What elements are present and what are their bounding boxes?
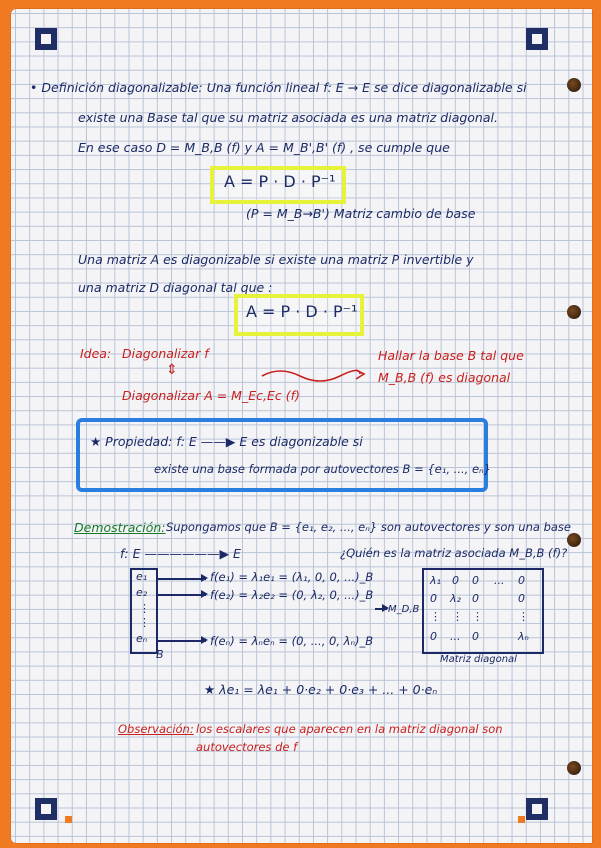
- definition-line-2: existe una Base tal que su matriz asociada es una matriz diagonal.: [78, 110, 498, 125]
- linear-combination: ★ λe₁ = λe₁ + 0·e₂ + 0·e₃ + ... + 0·eₙ: [204, 682, 438, 697]
- corner-mark-top-right: [526, 28, 548, 50]
- image-e2: f(e₂) = λ₂e₂ = (0, λ₂, 0, ...)_B: [210, 588, 374, 602]
- change-of-basis-note: (P = M_B→B') Matriz cambio de base: [246, 206, 476, 221]
- basis-en: eₙ: [136, 632, 148, 645]
- image-en: f(eₙ) = λₙeₙ = (0, ..., 0, λₙ)_B: [210, 634, 374, 648]
- idea-right-1: Hallar la base B tal que: [378, 348, 524, 363]
- demo-label: Demostración:: [74, 520, 166, 535]
- binder-hole: [567, 533, 581, 547]
- matrix-cell: ...: [450, 630, 461, 643]
- image-e1: f(e₁) = λ₁e₁ = (λ₁, 0, 0, ...)_B: [210, 570, 374, 584]
- observation-line-2: autovectores de f: [196, 740, 298, 754]
- matrix-cell: 0: [472, 574, 479, 587]
- definition-line-3: En ese caso D = M_B,B (f) y A = M_B',B' (f) , se cumple que: [78, 140, 450, 155]
- matrix-definition-line-1: Una matriz A es diagonizable si existe una matriz P invertible y: [78, 252, 474, 267]
- basis-label: B: [156, 648, 164, 661]
- matrix-cell: 0: [472, 592, 479, 605]
- basis-dots: ⋮: [139, 616, 150, 629]
- map-arrow: [156, 578, 206, 580]
- formula-2: A = P · D · P⁻¹: [246, 302, 358, 321]
- basis-e2: e₂: [136, 586, 148, 599]
- matrix-cell: 0: [430, 630, 437, 643]
- binder-hole: [567, 305, 581, 319]
- corner-mark-top-left: [35, 28, 57, 50]
- matrix-cell: λ₁: [430, 574, 441, 587]
- map-arrow: [156, 640, 206, 642]
- demo-line-1: Supongamos que B = {e₁, e₂, ..., eₙ} son autovectores y son una base: [166, 520, 571, 534]
- map-arrow: [156, 594, 206, 596]
- property-line-2: existe una base formada por autovectores B = {e₁, ..., eₙ}: [154, 462, 491, 476]
- observation-line-1: los escalares que aparecen en la matriz diagonal son: [196, 722, 503, 736]
- matrix-cell: ...: [494, 574, 505, 587]
- matrix-cell: ⋮: [452, 610, 463, 623]
- matrix-name: M_D,B: [388, 604, 420, 615]
- matrix-cell: ⋮: [430, 610, 441, 623]
- matrix-cell: ⋮: [518, 610, 529, 623]
- basis-dots: ⋮: [139, 602, 150, 615]
- binder-hole: [567, 761, 581, 775]
- observation-label: Observación:: [118, 722, 194, 736]
- matrix-definition-line-2: una matriz D diagonal tal que :: [78, 280, 273, 295]
- notebook-page: [10, 8, 593, 844]
- matrix-cell: 0: [452, 574, 459, 587]
- matrix-cell: ⋮: [472, 610, 483, 623]
- idea-right-2: M_B,B (f) es diagonal: [378, 370, 511, 385]
- matrix-cell: 0: [518, 574, 525, 587]
- idea-arrow: ⇕: [166, 362, 178, 378]
- matrix-cell: λₙ: [518, 630, 529, 643]
- property-box: [76, 418, 488, 492]
- matrix-cell: λ₂: [450, 592, 461, 605]
- corner-mark-bottom-left: [35, 798, 57, 820]
- corner-mark-bottom-right: [526, 798, 548, 820]
- basis-e1: e₁: [136, 570, 148, 583]
- formula-1: A = P · D · P⁻¹: [224, 172, 336, 191]
- idea-left: Diagonalizar f: [122, 346, 209, 361]
- wavy-arrow: [260, 364, 370, 384]
- idea-label: Idea:: [80, 346, 112, 361]
- matrix-cell: 0: [430, 592, 437, 605]
- to-matrix-arrow: [375, 608, 387, 610]
- idea-below: Diagonalizar A = M_Ec,Ec (f): [122, 388, 300, 403]
- demo-map: f: E ——————▶ E: [120, 546, 241, 561]
- matrix-cell: 0: [518, 592, 525, 605]
- binder-hole: [567, 78, 581, 92]
- property-line-1: ★ Propiedad: f: E ——▶ E es diagonizable si: [90, 434, 363, 449]
- corner-dot: [518, 816, 525, 823]
- corner-dot: [65, 816, 72, 823]
- matrix-cell: 0: [472, 630, 479, 643]
- matrix-label: Matriz diagonal: [440, 654, 517, 665]
- demo-question: ¿Quién es la matriz asociada M_B,B (f)?: [340, 546, 568, 560]
- definition-line-1: • Definición diagonalizable: Una función lineal f: E → E se dice diagonalizable si: [30, 80, 527, 95]
